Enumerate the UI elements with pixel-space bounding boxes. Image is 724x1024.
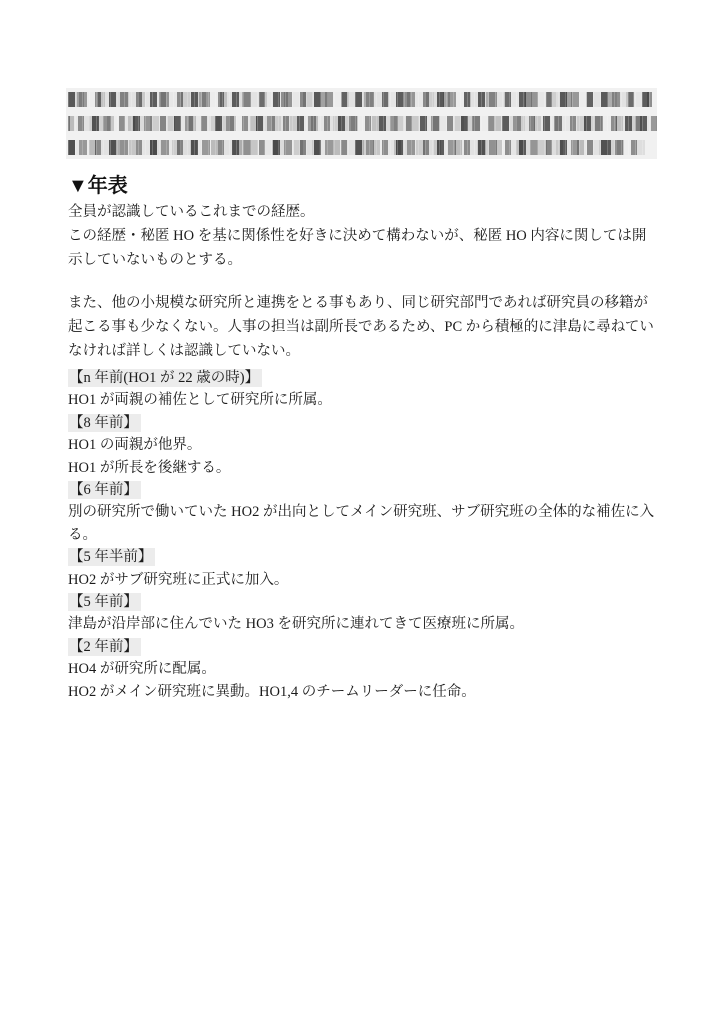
timeline-period-row: [68, 636, 657, 658]
timeline-event: HO2 がメイン研究班に異動。HO1,4 のチームリーダーに任命。: [68, 683, 476, 700]
timeline: [68, 367, 657, 703]
timeline-period-row: [68, 367, 657, 389]
note-paragraph: また、他の小規模な研究所と連携をとる事もあり、同じ研究部門であれば研究員の移籍が起こる事も少なくない。人事の担当は副所長であるため、PC から積極的に津島に尋ねていなければ詳しくは認識していない。: [68, 295, 654, 359]
section-heading-timeline: ▼年表: [68, 175, 128, 197]
timeline-period-row: [68, 412, 657, 434]
timeline-period-label: 【6 年前】: [68, 481, 141, 499]
timeline-period-row: [68, 479, 657, 501]
timeline-period-row: [68, 591, 657, 613]
timeline-event: HO1 が所長を後継する。: [68, 459, 231, 476]
timeline-period-label: 【n 年前(HO1 が 22 歳の時)】: [68, 369, 262, 387]
timeline-event: HO1 の両親が他界。: [68, 437, 202, 454]
timeline-period-label: 【5 年前】: [68, 593, 141, 611]
redacted-line: [68, 92, 652, 107]
redacted-text-block: [66, 88, 657, 159]
timeline-period-label: 【5 年半前】: [68, 548, 155, 566]
timeline-event: HO4 が研究所に配属。: [68, 661, 216, 678]
timeline-event: 別の研究所で働いていた HO2 が出向としてメイン研究班、サブ研究班の全体的な補佐に入る。: [68, 504, 655, 543]
timeline-event: HO2 がサブ研究班に正式に加入。: [68, 571, 289, 588]
intro-paragraph-line: 全員が認識しているこれまでの経歴。: [68, 204, 315, 220]
timeline-event: HO1 が両親の補佐として研究所に所属。: [68, 392, 332, 409]
timeline-period-row: [68, 546, 657, 568]
intro-paragraph-body: この経歴・秘匿 HO を基に関係性を好きに決めて構わないが、秘匿 HO 内容に関しては開示していないものとする。: [68, 228, 647, 268]
timeline-period-label: 【2 年前】: [68, 638, 141, 656]
redacted-line: [68, 140, 645, 155]
timeline-event: 津島が沿岸部に住んでいた HO3 を研究所に連れてきて医療班に所属。: [68, 616, 524, 633]
content-column: [68, 0, 657, 703]
redacted-line: [68, 116, 657, 131]
timeline-period-label: 【8 年前】: [68, 414, 141, 432]
